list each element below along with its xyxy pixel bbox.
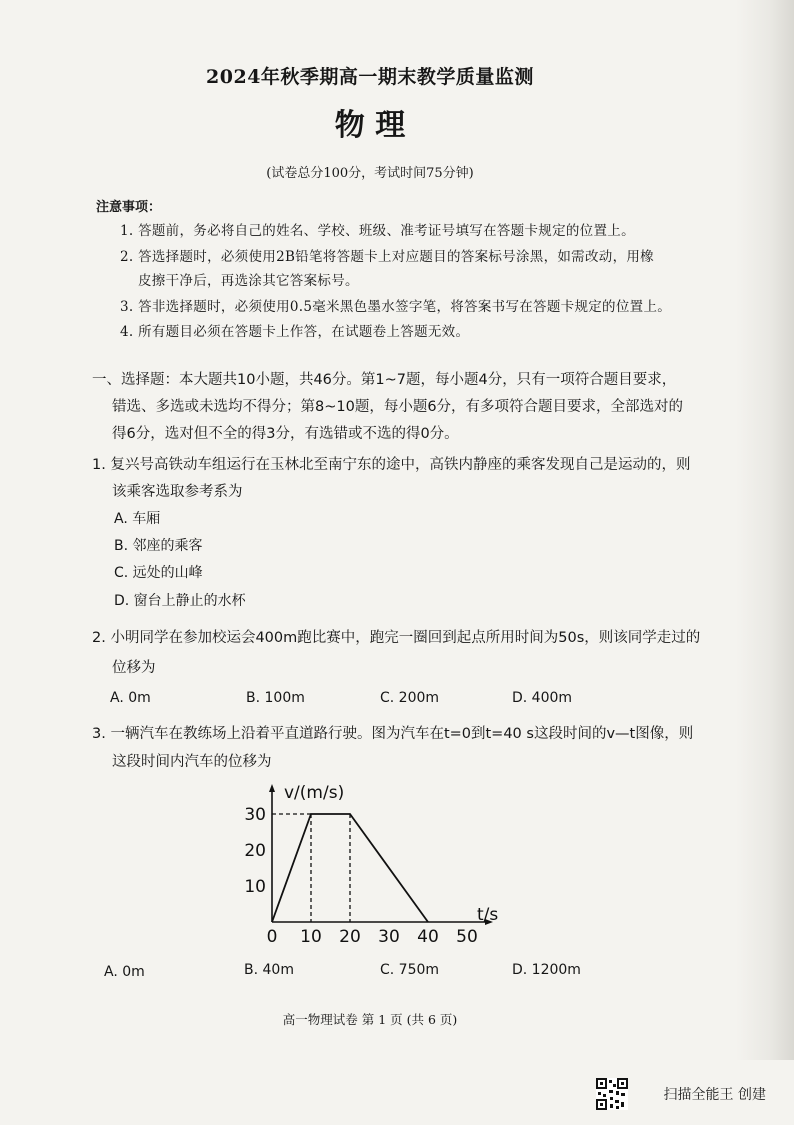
x-tick-label: 10 xyxy=(300,927,322,947)
question-2-stem: 位移为 xyxy=(112,660,156,676)
question-2-option-b: B. 100m xyxy=(246,690,305,706)
v-axis-arrow xyxy=(269,784,275,792)
question-2-option-d: D. 400m xyxy=(512,690,573,706)
exam-title: 2024年秋季期高一期末教学质量监测 xyxy=(206,66,534,88)
question-2-option-a: A. 0m xyxy=(110,690,151,706)
x-tick-label: 20 xyxy=(339,927,361,947)
x-tick-label: 0 xyxy=(266,927,278,947)
qr-code-icon xyxy=(596,1078,628,1110)
question-1-option-a: A. 车厢 xyxy=(114,511,161,527)
question-1-option-d: D. 窗台上静止的水杯 xyxy=(114,593,246,609)
question-3-option-b: B. 40m xyxy=(244,962,294,978)
y-tick-label: 20 xyxy=(244,841,266,861)
question-1-option-c: C. 远处的山峰 xyxy=(114,565,203,581)
question-1-option-b: B. 邻座的乘客 xyxy=(114,538,203,554)
section-text: 错选、多选或未选均不得分；第8~10题，每小题6分，有多项符合题目要求，全部选对的 xyxy=(112,399,684,415)
question-1-stem: 该乘客选取参考系为 xyxy=(112,484,243,500)
velocity-time-graph xyxy=(240,778,510,948)
y-tick-label: 30 xyxy=(244,805,266,825)
page-footer: 高一物理试卷 第 1 页 (共 6 页) xyxy=(282,1012,458,1027)
notice-item: 2. 答选择题时，必须使用2B铅笔将答题卡上对应题目的答案标号涂黑，如需改动，用橡 xyxy=(120,249,654,265)
question-3-option-a: A. 0m xyxy=(104,964,145,980)
question-1-stem: 1. 复兴号高铁动车组运行在玉林北至南宁东的途中，高铁内静座的乘客发现自己是运动的，则 xyxy=(92,457,691,473)
question-2-stem: 2. 小明同学在参加校运会400m跑比赛中，跑完一圈回到起点所用时间为50s，则该同学走过的 xyxy=(92,630,701,646)
t-axis-label: t/s xyxy=(477,905,499,925)
question-3-option-d: D. 1200m xyxy=(512,962,581,978)
notice-item: 4. 所有题目必须在答题卡上作答，在试题卷上答题无效。 xyxy=(120,324,470,340)
question-2-option-c: C. 200m xyxy=(380,690,440,706)
x-tick-label: 30 xyxy=(378,927,400,947)
x-tick-label: 40 xyxy=(417,927,439,947)
question-3-option-c: C. 750m xyxy=(380,962,440,978)
question-3-stem: 3. 一辆汽车在教练场上沿着平直道路行驶。图为汽车在t=0到t=40 s这段时间的v—t图像，则 xyxy=(92,726,694,742)
section-heading: 一、选择题：本大题共10小题，共46分。第1~7题，每小题4分，只有一项符合题目要求， xyxy=(92,372,677,388)
y-tick-label: 10 xyxy=(244,877,266,897)
notice-item: 3. 答非选择题时，必须使用0.5毫米黑色墨水签字笔，将答案书写在答题卡规定的位置上。 xyxy=(120,299,672,315)
notice-item: 1. 答题前，务必将自己的姓名、学校、班级、准考证号填写在答题卡规定的位置上。 xyxy=(120,223,635,239)
exam-note: (试卷总分100分，考试时间75分钟) xyxy=(266,166,474,181)
scanner-watermark: 扫描全能王 创建 xyxy=(663,1087,766,1103)
notice-item: 皮擦干净后，再选涂其它答案标号。 xyxy=(138,273,359,289)
question-3-stem: 这段时间内汽车的位移为 xyxy=(112,754,272,770)
subject-title: 物 理 xyxy=(334,108,406,143)
notice-heading: 注意事项： xyxy=(96,200,162,215)
scan-page-edge xyxy=(736,0,794,1060)
section-text: 得6分，选对但不全的得3分，有选错或不选的得0分。 xyxy=(112,426,459,442)
v-axis-label: v/(m/s) xyxy=(284,783,345,803)
x-tick-label: 50 xyxy=(456,927,478,947)
